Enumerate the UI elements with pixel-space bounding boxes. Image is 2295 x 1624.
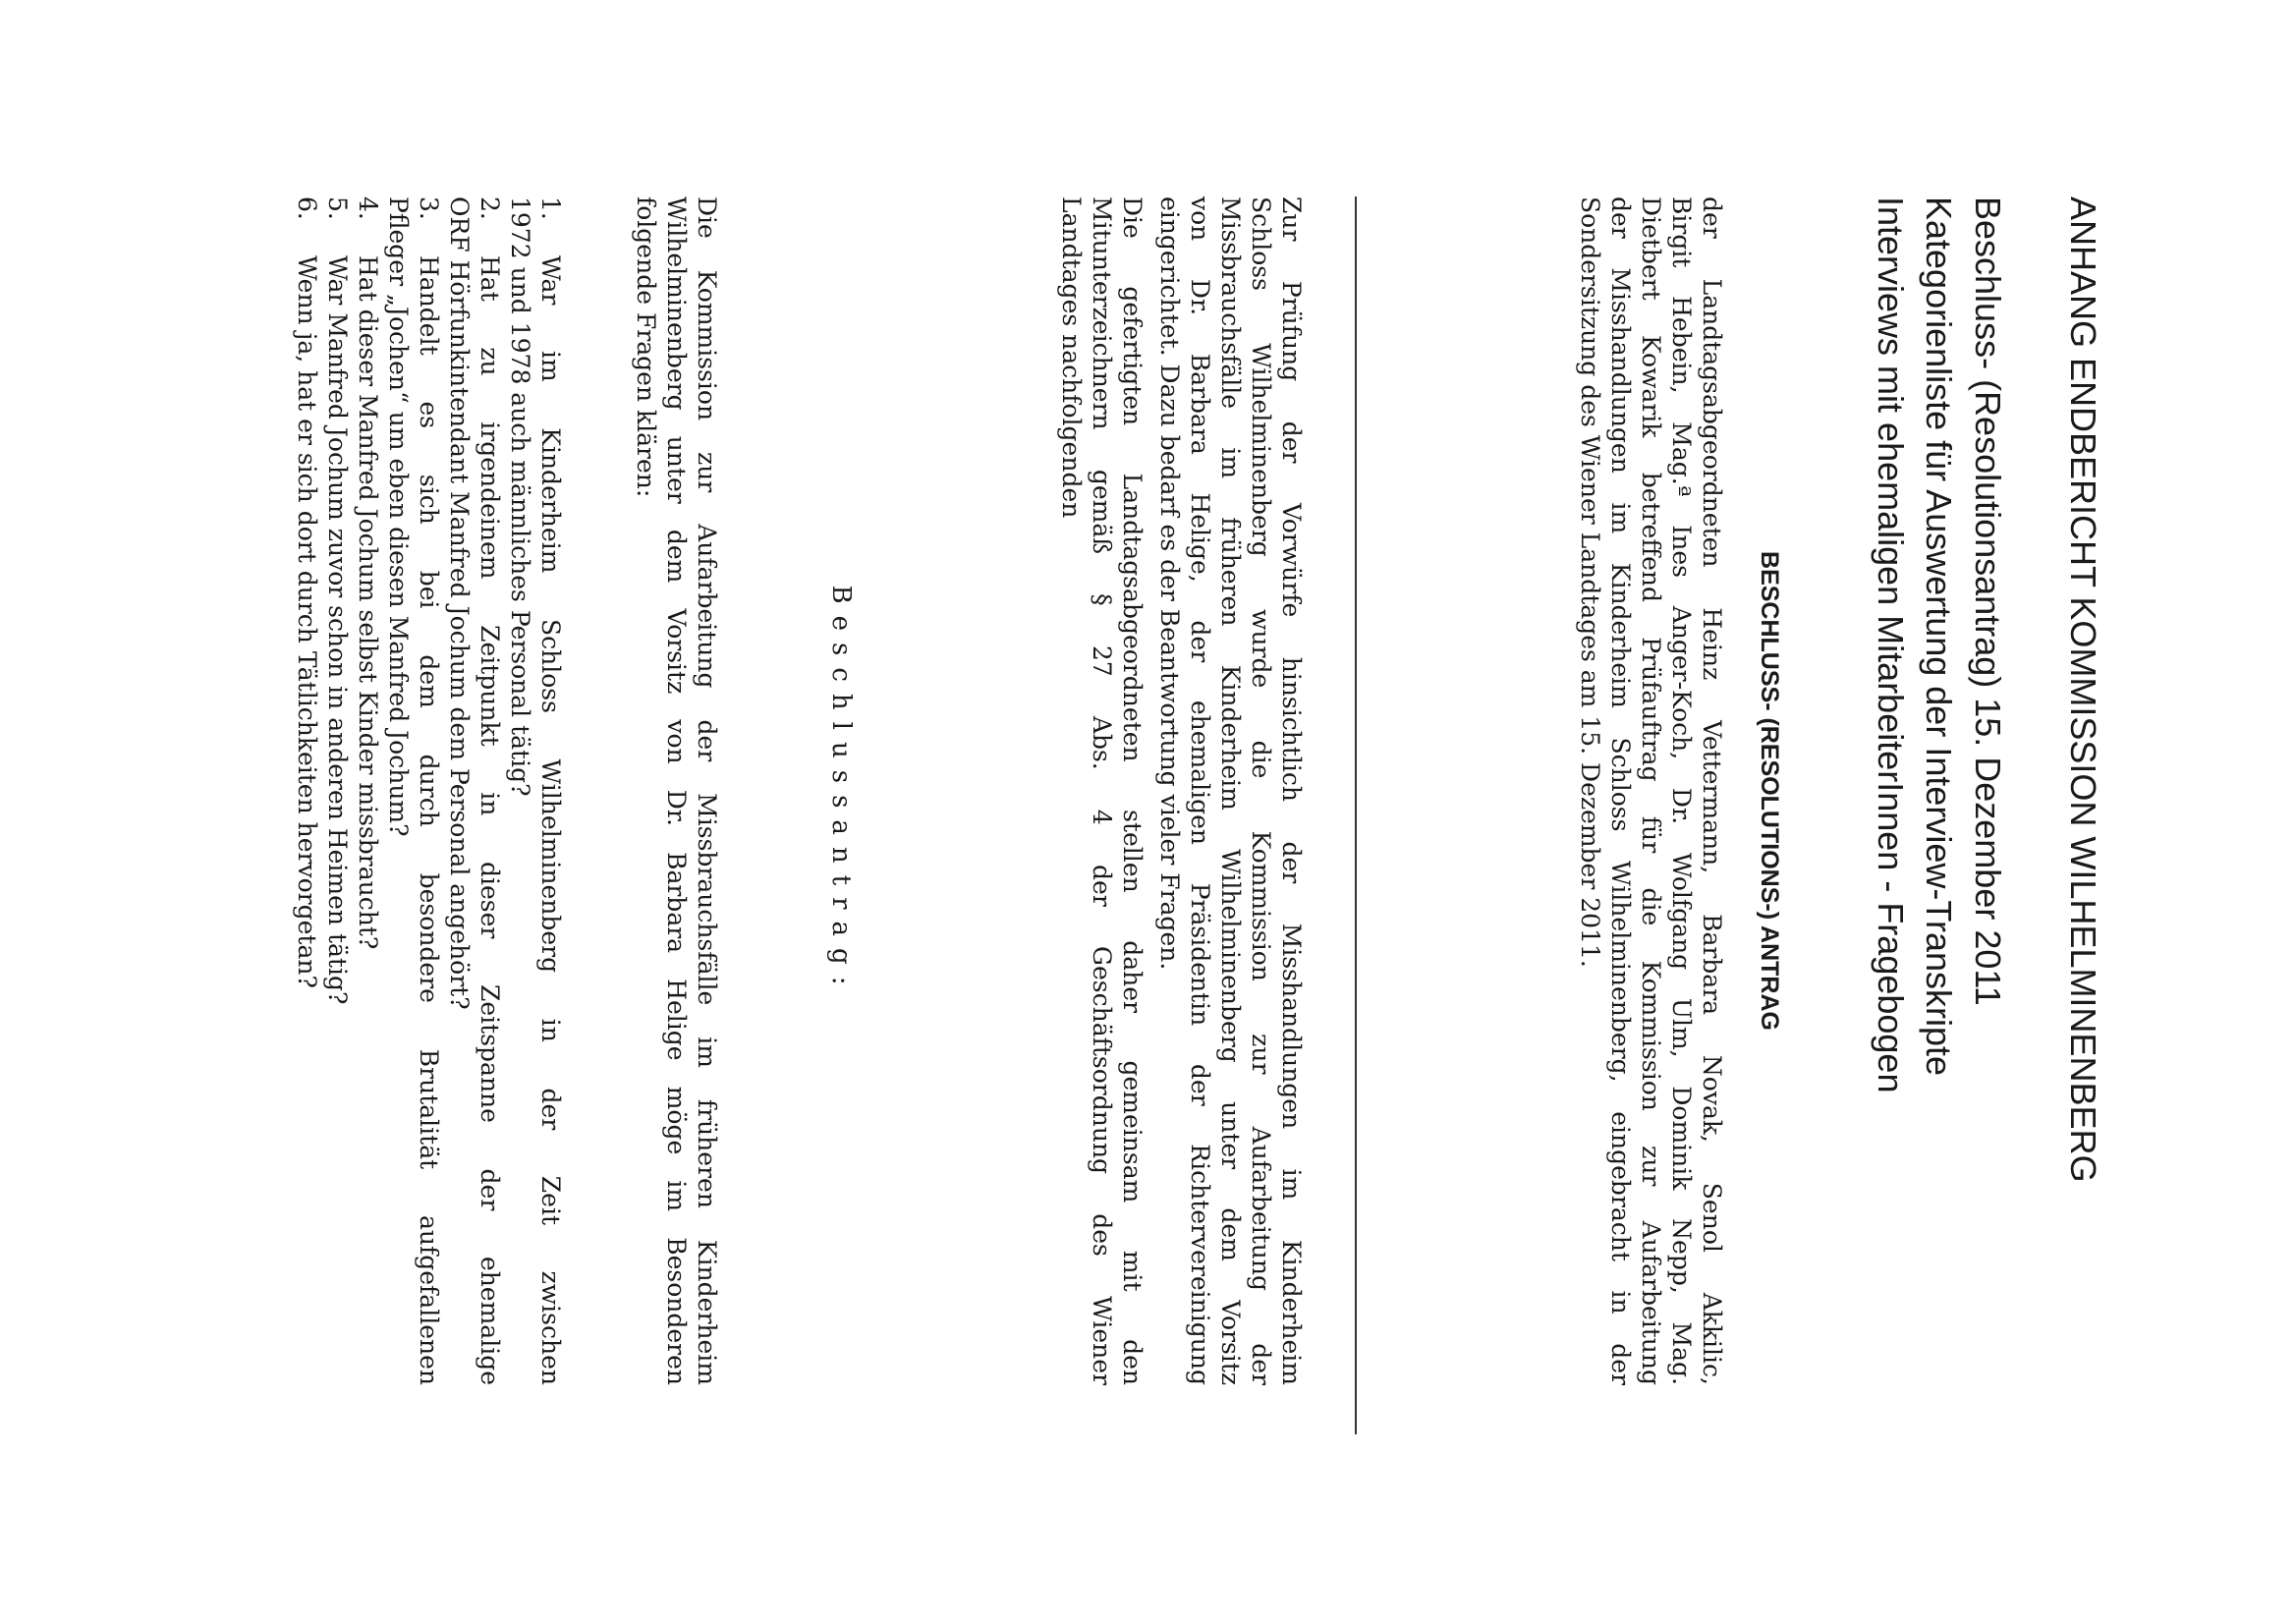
question-text: War im Kinderheim Schloss Wilhelminenberg in der Zeit zwischen: [536, 255, 565, 1385]
question-text: Handelt es sich bei dem durch besondere Brutalität aufgefallenen: [415, 255, 443, 1385]
question-first-line: [322, 196, 353, 1385]
question-item: [353, 196, 383, 1385]
header-subtitle-interviews: Interviews mit ehemaligen MitarbeiterInnen - Fragebogen: [1871, 196, 1911, 1093]
paragraph-commission-request: [631, 196, 722, 1385]
antrag-title: BESCHLUSS- (RESOLUTIONS-) ANTRAG: [1756, 551, 1783, 1031]
question-item: [383, 196, 444, 1385]
paragraph-line: der Misshandlungen im Kinderheim Schloss Wilhelminenberg, eingebracht in der: [1606, 196, 1635, 1385]
question-item: [292, 196, 322, 1385]
paragraph-line: Zur Prüfung der Vorwürfe hinsichtlich der Misshandlungen im Kinderheim: [1277, 196, 1306, 1385]
question-first-line: [535, 196, 566, 1385]
question-first-line: [292, 196, 322, 1385]
paragraph-line: Wilhelminenberg unter dem Vorsitz von Dr. Barbara Helige möge im Besonderen: [662, 196, 691, 1385]
question-list: [292, 196, 566, 1385]
question-number: 4.: [354, 196, 382, 220]
paragraph-signatories: [1575, 196, 1727, 1385]
beschlussantrag-heading: Beschlussantrag:: [826, 585, 856, 997]
question-item: [322, 196, 353, 1385]
paragraph-line: folgende Fragen klären:: [632, 196, 660, 498]
paragraph-line: von Dr. Barbara Helige, der ehemaligen Präsidentin der Richtervereinigung: [1186, 196, 1214, 1385]
question-text: Hat dieser Manfred Jochum selbst Kinder missbraucht?: [354, 255, 382, 950]
header-subtitle-category: Kategorienliste für Auswertung der Interview-Transkripte: [1919, 196, 1959, 1077]
paragraph-line: Dietbert Kowarik betreffend Prüfauftrag für die Kommission zur Aufarbeitung: [1637, 196, 1665, 1385]
question-text: Hat zu irgendeinem Zeitpunkt in dieser Zeitspanne der ehemalige: [476, 255, 504, 1385]
question-first-line: [475, 196, 505, 1385]
question-item: [444, 196, 505, 1385]
paragraph-line: der Landtagsabgeordneten Heinz Vettermann, Barbara Novak, Senol Akkilic,: [1698, 196, 1726, 1385]
paragraph-context: [1154, 196, 1307, 1385]
paragraph-line: Birgit Hebein, Mag.ª Ines Anger-Koch, Dr. Wolfgang Ulm, Dominik Nepp, Mag.: [1667, 196, 1696, 1385]
paragraph-line: Die Kommission zur Aufarbeitung der Missbrauchsfälle im früheren Kinderheim: [693, 196, 721, 1385]
horizontal-divider: [1355, 196, 1357, 1434]
question-text: War Manfred Jochum zuvor schon in anderen Heimen tätig?: [323, 255, 352, 1005]
paragraph-line: Landtages nachfolgenden: [1057, 196, 1086, 519]
question-text: Wenn ja, hat er sich dort durch Tätlichkeiten hervorgetan?: [293, 255, 321, 988]
header-title: ANHANG ENDBERICHT KOMMISSION WILHELMINENBERG: [2063, 196, 2103, 1183]
question-first-line: [414, 196, 444, 1385]
question-item: [505, 196, 566, 1385]
question-number: 2.: [476, 196, 504, 220]
question-continuation-line: 1972 und 1978 auch männliches Personal tätig?: [506, 196, 534, 797]
question-number: 6.: [293, 196, 321, 220]
question-first-line: [353, 196, 383, 1385]
paragraph-motion-intro: [1056, 196, 1148, 1385]
paragraph-line: Mitunterzeichnern gemäß § 27 Abs. 4 der Geschäftsordnung des Wiener: [1088, 196, 1116, 1385]
paragraph-line: Die gefertigten Landtagsabgeordneten stellen daher gemeinsam mit den: [1118, 196, 1147, 1385]
question-continuation-line: Pfleger „Jochen“ um eben diesen Manfred Jochum?: [384, 196, 413, 837]
paragraph-line: Missbrauchsfälle im früheren Kinderheim Wilhelminenberg unter dem Vorsitz: [1216, 196, 1245, 1385]
paragraph-line: Sondersitzung des Wiener Landtages am 15. Dezember 2011.: [1576, 196, 1604, 968]
paragraph-line: eingerichtet. Dazu bedarf es der Beantwortung vieler Fragen.: [1155, 196, 1184, 971]
question-number: 5.: [323, 196, 352, 220]
question-continuation-line: ORF Hörfunkintendant Manfred Jochum dem Personal angehört?: [445, 196, 474, 1010]
header-subtitle-date: Beschluss- (Resolutionsantrag) 15. Dezember 2011: [1968, 196, 2008, 1006]
paragraph-line: Schloss Wilhelminenberg wurde die Kommission zur Aufarbeitung der: [1247, 196, 1275, 1385]
question-number: 3.: [415, 196, 443, 220]
question-number: 1.: [536, 196, 565, 220]
